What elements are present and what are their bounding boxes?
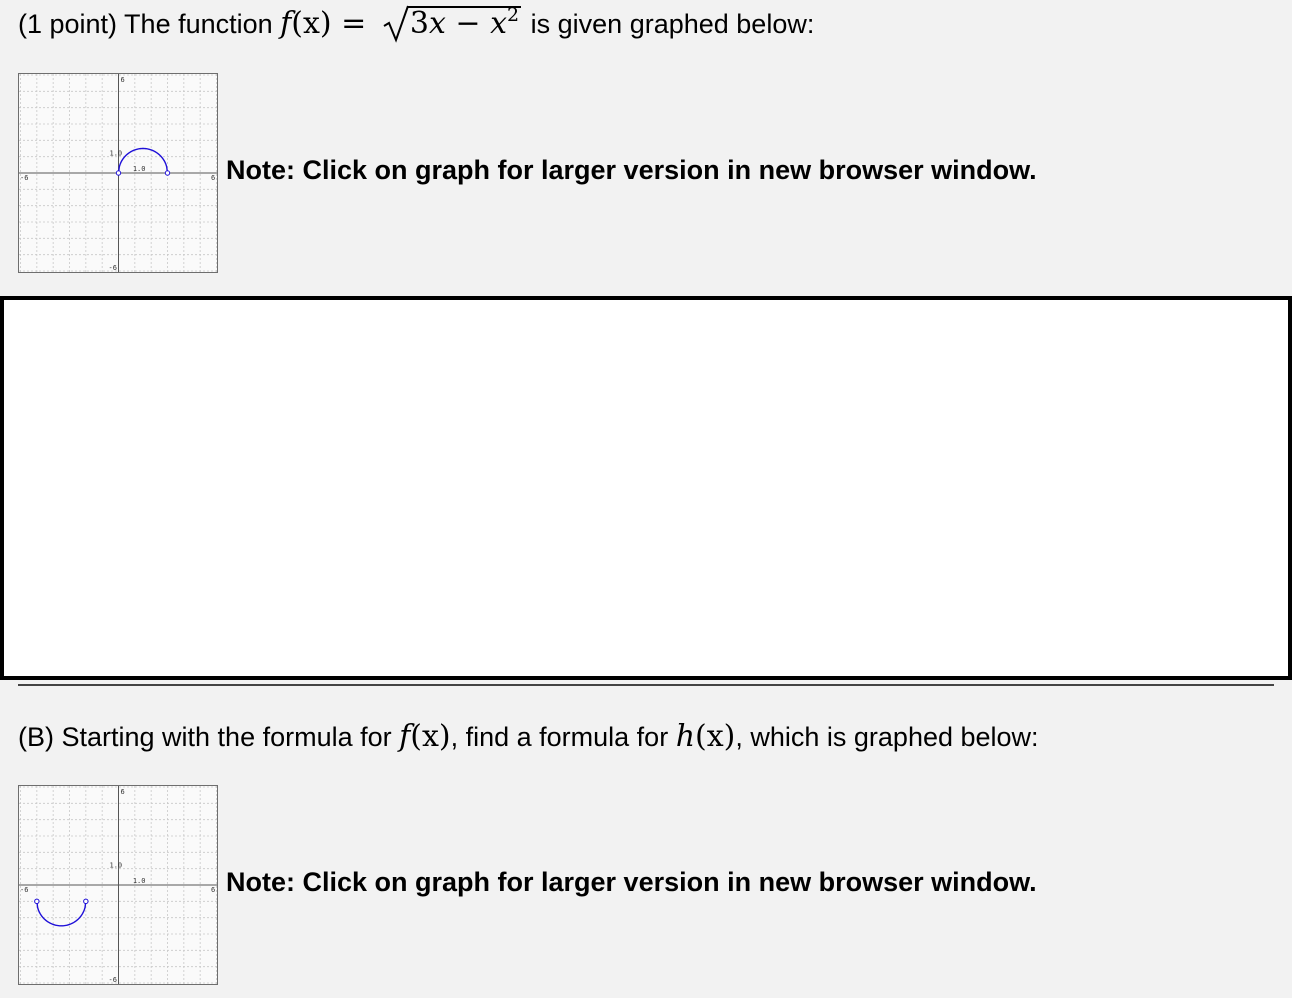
y-max-label: 6 [120, 76, 125, 84]
graph-note: Note: Click on graph for larger version in new browser window. [226, 155, 1037, 185]
graph-f-thumbnail[interactable] [18, 73, 218, 273]
graph-h-svg [19, 786, 217, 984]
y-min-label: -6 [108, 976, 117, 984]
h-notation: h(x) [675, 719, 736, 754]
x-min-label: -6 [20, 174, 29, 182]
x-max-label: 6 [211, 174, 216, 182]
x-tick-label: 1.0 [132, 877, 146, 885]
endpoint-marker [165, 171, 169, 175]
part-a-suffix: is given graphed below: [530, 9, 815, 39]
section-divider [18, 684, 1274, 686]
question-part-b: (B) Starting with the formula for f(x), find a formula for h(x), which is graphed below: [18, 719, 1039, 754]
function-curve [37, 901, 86, 926]
x-max-label: 6 [211, 886, 216, 894]
part-a-prefix: (1 point) The function [18, 9, 273, 39]
function-notation: f(x) = $3x - x^2$ [280, 6, 530, 41]
y-max-label: 6 [120, 788, 125, 796]
x-tick-label: 1.0 [132, 165, 146, 173]
y-tick-label: 1.0 [109, 149, 123, 158]
f-notation: f(x) [399, 719, 451, 754]
radical-sign [382, 4, 410, 44]
graph-f-svg [19, 74, 217, 272]
answer-input-box[interactable] [0, 296, 1292, 680]
graph-note: Note: Click on graph for larger version in new browser window. [226, 867, 1037, 897]
question-part-a [18, 6, 814, 41]
y-tick-label: 1.0 [109, 861, 123, 870]
square-root-expression: $3x - x^2$ [382, 6, 521, 41]
graph-h-thumbnail[interactable] [18, 785, 218, 985]
endpoint-marker [35, 899, 39, 903]
endpoint-marker [84, 899, 88, 903]
endpoint-marker [116, 171, 120, 175]
x-min-label: -6 [20, 886, 29, 894]
y-min-label: -6 [108, 264, 117, 272]
